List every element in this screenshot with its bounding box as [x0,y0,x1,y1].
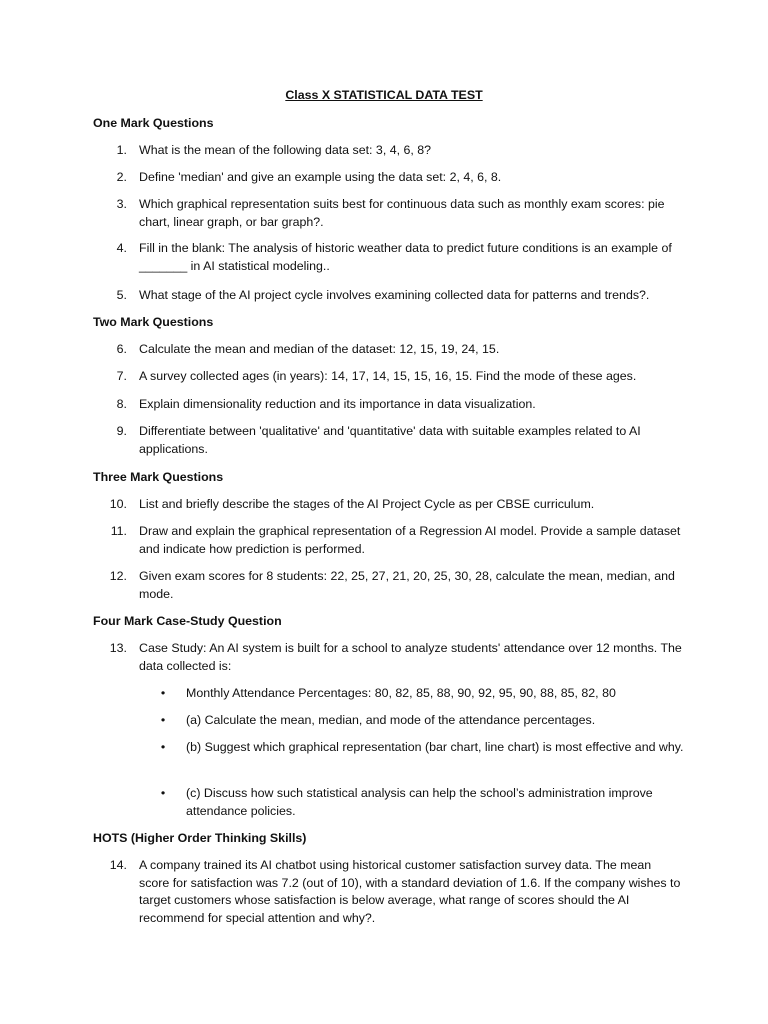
question-text: What is the mean of the following data set: 3, 4, 6, 8? [139,143,432,157]
bullet-text: (c) Discuss how such statistical analysis can help the school’s administration improve attendance policies. [186,786,653,818]
question-text: List and briefly describe the stages of the AI Project Cycle as per CBSE curriculum. [139,497,595,511]
question-text: A survey collected ages (in years): 14, 17, 14, 15, 15, 16, 15. Find the mode of these ages. [139,369,637,383]
question-text: A company trained its AI chatbot using historical customer satisfaction survey data. The mean score for satisfaction was 7.2 (out of 10), with a standard deviation of 1.6. If the company wishes to target customers whose satisfaction is below average, what range of scores should the AI recommend for special attention and why?. [139,858,681,925]
question-number: 1. [116,143,127,157]
question-text: Define 'median' and give an example using the data set: 2, 4, 6, 8. [139,170,502,184]
bullet-icon: • [160,713,166,727]
question-text: Draw and explain the graphical representation of a Regression AI model. Provide a sample dataset and indicate how prediction is performed. [139,524,681,556]
bullet-text: Monthly Attendance Percentages: 80, 82, 85, 88, 90, 92, 95, 90, 88, 85, 82, 80 [186,686,616,700]
section-heading-hots: HOTS (Higher Order Thinking Skills) [93,831,307,845]
bullet-text: (b) Suggest which graphical representation (bar chart, line chart) is most effective and why. [186,740,684,754]
question-text: Fill in the blank: The analysis of historic weather data to predict future conditions is an example of _______ in AI statistical modeling.. [139,241,672,273]
question-number: 14. [109,858,127,872]
question-text: Case Study: An AI system is built for a school to analyze students' attendance over 12 months. The data collected is: [139,641,682,673]
question-number: 5. [116,288,127,302]
question-number: 10. [109,497,127,511]
question-number: 3. [116,197,127,211]
page-title: Class X STATISTICAL DATA TEST [285,88,483,102]
question-number: 2. [116,170,127,184]
question-number: 7. [116,369,127,383]
question-text: Which graphical representation suits best for continuous data such as monthly exam scores: pie chart, linear graph, or bar graph?. [139,197,665,229]
question-text: Explain dimensionality reduction and its importance in data visualization. [139,397,536,411]
question-number: 12. [109,569,127,583]
question-text: Calculate the mean and median of the dataset: 12, 15, 19, 24, 15. [139,342,500,356]
question-number: 4. [116,241,127,255]
question-text: Differentiate between 'qualitative' and 'quantitative' data with suitable examples related to AI applications. [139,424,641,456]
question-number: 11. [110,524,127,538]
bullet-text: (a) Calculate the mean, median, and mode of the attendance percentages. [186,713,596,727]
question-number: 8. [116,397,127,411]
question-text: Given exam scores for 8 students: 22, 25, 27, 21, 20, 25, 30, 28, calculate the mean, median, and mode. [139,569,675,601]
bullet-icon: • [160,740,166,754]
bullet-icon: • [160,686,166,700]
section-heading-three-mark: Three Mark Questions [93,470,224,484]
question-number: 6. [116,342,127,356]
question-number: 9. [116,424,127,438]
bullet-icon: • [160,786,166,800]
section-heading-one-mark: One Mark Questions [93,116,214,130]
section-heading-four-mark: Four Mark Case-Study Question [93,614,282,628]
question-text: What stage of the AI project cycle involves examining collected data for patterns and trends?. [139,288,650,302]
question-number: 13. [109,641,127,655]
section-heading-two-mark: Two Mark Questions [93,315,214,329]
